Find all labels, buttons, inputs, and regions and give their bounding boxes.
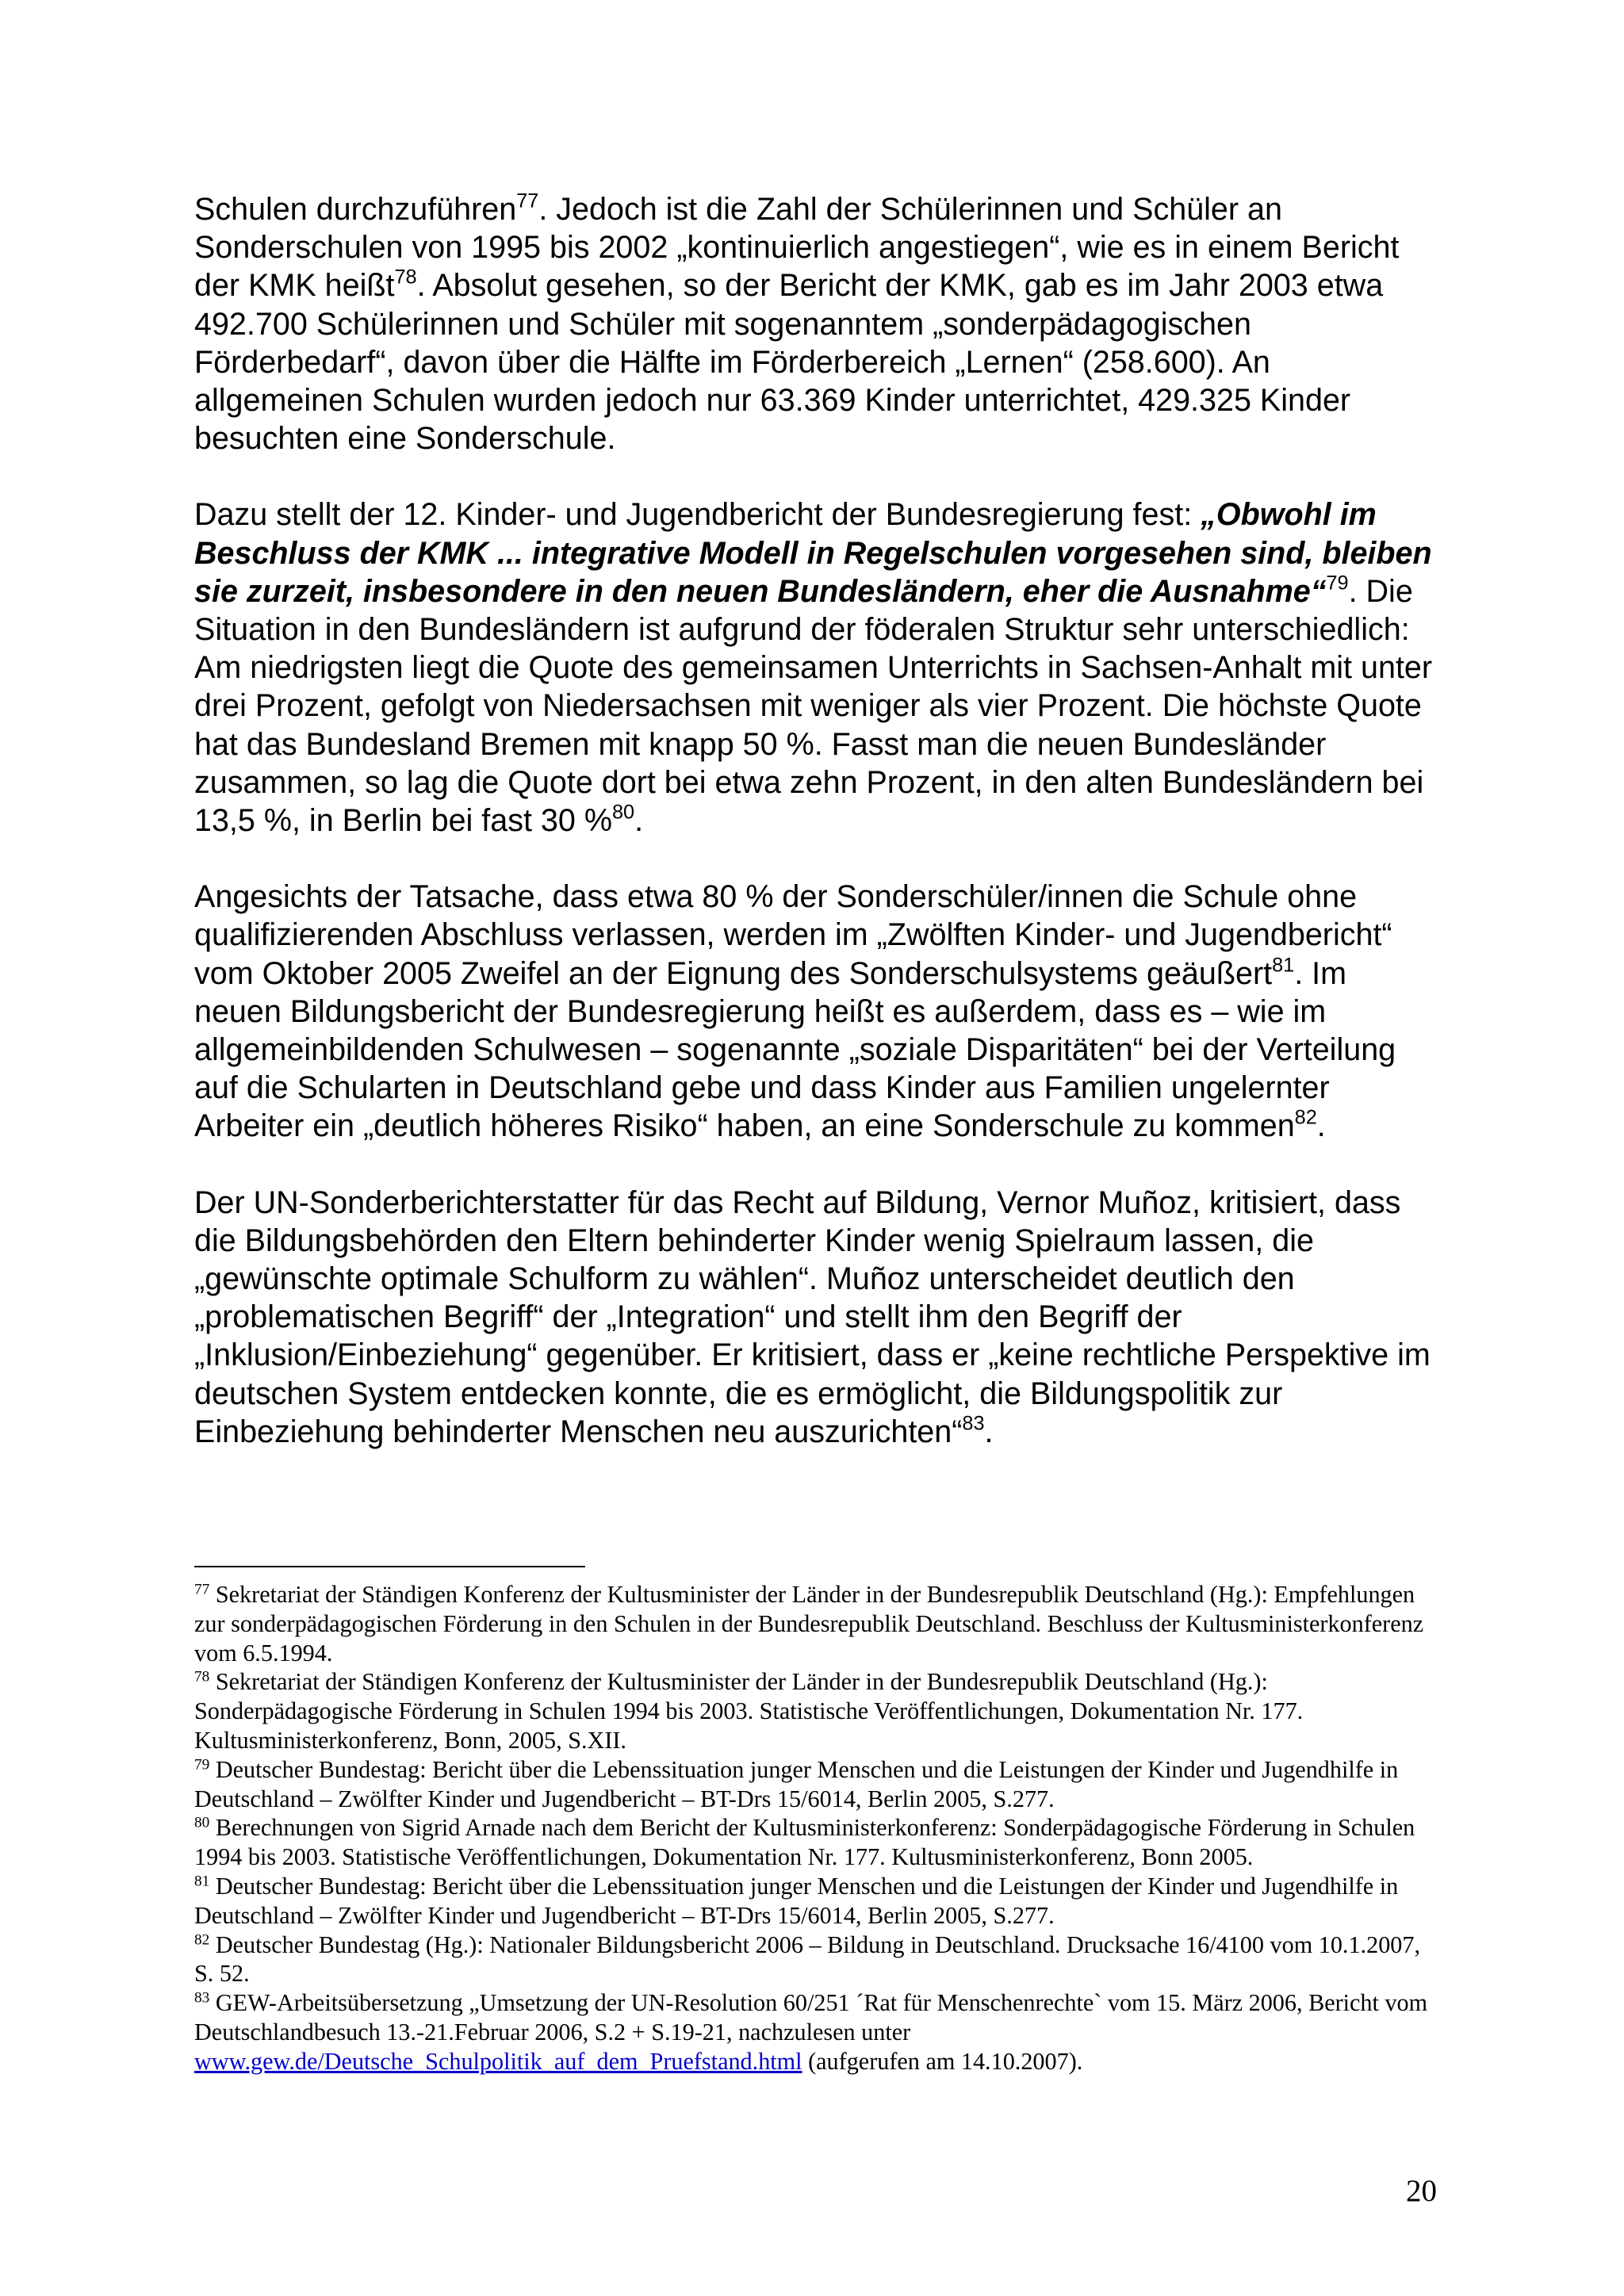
text-run: Angesichts der Tatsache, dass etwa 80 % der Sonderschüler/innen die Schule ohne qualifizierenden Abschluss verlassen, werden im „Zwölften Kinder- und Jugendbericht“ vom Oktober 2005 Zweifel an der Eignung des Sonderschulsystems geäußert: [194, 879, 1392, 991]
footnote-ref-79[interactable]: 79: [1326, 572, 1349, 595]
footnote-number: 82: [194, 1931, 210, 1948]
footnote-text: GEW-Arbeitsübersetzung „Umsetzung der UN-Resolution 60/251 ´Rat für Menschenrechte` vom 15. März 2006, Bericht vom Deutschlandbesuch 13.-21.Februar 2006, S.2 + S.19-21, nachzulesen unter: [194, 1989, 1428, 2045]
footnote-text: (aufgerufen am 14.10.2007).: [802, 2047, 1083, 2075]
footnote-number: 81: [194, 1873, 210, 1890]
footnote-80: [194, 1813, 1439, 1872]
footnote-text: Deutscher Bundestag (Hg.): Nationaler Bildungsbericht 2006 – Bildung in Deutschland. Drucksache 16/4100 vom 10.1.2007, S. 52.: [194, 1931, 1421, 1988]
footnote-77: [194, 1580, 1439, 1667]
gew-link[interactable]: www.gew.de/Deutsche_Schulpolitik_auf_dem_Pruefstand.html: [194, 2047, 802, 2075]
footnote-ref-82[interactable]: 82: [1294, 1106, 1317, 1129]
footnote-ref-77[interactable]: 77: [516, 189, 539, 212]
quote-italic: „Obwohl im Beschluss der KMK ... integrative Modell in Regelschulen vorgesehen sind, bleiben sie zurzeit, insbesondere in den neuen Bundesländern, eher die Ausnahme“: [194, 497, 1432, 609]
footnote-text: Sekretariat der Ständigen Konferenz der Kultusminister der Länder in der Bundesrepublik Deutschland (Hg.): Empfehlungen zur sonderpädagogischen Förderung in den Schulen in der Bundesrepublik Deutschland. Beschluss der Kultusministerkonferenz vom 6.5.1994.: [194, 1581, 1424, 1667]
text-run: . Jedoch ist die Zahl der Schülerinnen und Schüler an Sonderschulen von 1995 bis 2002 „kontinuierlich angestiegen“, wie es in einem Bericht der KMK heißt: [194, 192, 1400, 304]
footnote-text: Sekretariat der Ständigen Konferenz der Kultusminister der Länder in der Bundesrepublik Deutschland (Hg.): Sonderpädagogische Förderung in Schulen 1994 bis 2003. Statistische Veröffentlichungen, Dokumentation Nr. 177. Kultusministerkonferenz, Bonn, 2005, S.XII.: [194, 1668, 1304, 1754]
footnote-separator: [194, 1566, 585, 1567]
text-run: Der UN-Sonderberichterstatter für das Recht auf Bildung, Vernor Muñoz, kritisiert, dass die Bildungsbehörden den Eltern behinderter Kinder wenig Spielraum lassen, die „gewünschte optimale Schulform zu wählen“. Muñoz unterscheidet deutlich den „problematischen Begriff“ der „Integration“ und stellt ihm den Begriff der „Inklusion/Einbeziehung“ gegenüber. Er kritisiert, dass er „keine rechtliche Perspektive im deutschen System entdecken konnte, die es ermöglicht, die Bildungspolitik zur Einbeziehung behinderter Menschen neu auszurichten“: [194, 1184, 1431, 1449]
footnote-ref-78[interactable]: 78: [394, 266, 417, 289]
text-run: .: [1316, 1108, 1326, 1144]
footnote-number: 80: [194, 1814, 210, 1831]
footnote-ref-80[interactable]: 80: [611, 801, 635, 824]
footnote-number: 79: [194, 1756, 210, 1774]
footnote-number: 83: [194, 1989, 210, 2007]
footnote-82: [194, 1931, 1439, 1989]
footnote-ref-81[interactable]: 81: [1272, 953, 1295, 976]
footnote-number: 78: [194, 1668, 210, 1686]
text-run: .: [634, 803, 644, 839]
text-run: . Die Situation in den Bundesländern ist aufgrund der föderalen Struktur sehr unterschiedlich: Am niedrigsten liegt die Quote des gemeinsamen Unterrichts in Sachsen-Anhalt mit unter drei Prozent, gefolgt von Niedersachsen mit weniger als vier Prozent. Die höchste Quote hat das Bundesland Bremen mit knapp 50 %. Fasst man die neuen Bundesländer zusammen, so lag die Quote dort bei etwa zehn Prozent, in den alten Bundesländern bei 13,5 %, in Berlin bei fast 30 %: [194, 573, 1433, 839]
paragraph-4: [194, 1184, 1439, 1451]
footnote-text: Berechnungen von Sigrid Arnade nach dem Bericht der Kultusministerkonferenz: Sonderpädagogische Förderung in Schulen 1994 bis 2003. Statistische Veröffentlichungen, Dokumentation Nr. 177. Kultusministerkonferenz, Bonn 2005.: [194, 1814, 1415, 1871]
text-run: .: [984, 1414, 994, 1449]
footnote-ref-83[interactable]: 83: [962, 1412, 985, 1435]
paragraph-2: [194, 496, 1439, 840]
text-run: . Im neuen Bildungsbericht der Bundesregierung heißt es außerdem, dass es – wie im allgemeinbildenden Schulwesen – sogenannte „soziale Disparitäten“ bei der Verteilung auf die Schularten in Deutschland gebe und dass Kinder aus Familien ungelernter Arbeiter ein „deutlich höheres Risiko“ haben, an eine Sonderschule zu kommen: [194, 955, 1396, 1144]
main-text: [194, 190, 1439, 1489]
footnote-78: [194, 1667, 1439, 1755]
footnote-text: Deutscher Bundestag: Bericht über die Lebenssituation junger Menschen und die Leistungen der Kinder und Jugendhilfe in Deutschland – Zwölfter Kinder und Jugendbericht – BT-Drs 15/6014, Berlin 2005, S.277.: [194, 1872, 1399, 1929]
text-run: Schulen durchzuführen: [194, 192, 517, 227]
footnote-79: [194, 1755, 1439, 1814]
footnote-text: Deutscher Bundestag: Bericht über die Lebenssituation junger Menschen und die Leistungen der Kinder und Jugendhilfe in Deutschland – Zwölfter Kinder und Jugendbericht – BT-Drs 15/6014, Berlin 2005, S.277.: [194, 1755, 1399, 1812]
text-run: . Absolut gesehen, so der Bericht der KMK, gab es im Jahr 2003 etwa 492.700 Schülerinnen und Schüler mit sogenanntem „sonderpädagogischen Förderbedarf“, davon über die Hälfte im Förderbereich „Lernen“ (258.600). An allgemeinen Schulen wurden jedoch nur 63.369 Kinder unterrichtet, 429.325 Kinder besuchten eine Sonderschule.: [194, 268, 1384, 457]
footnotes: [194, 1580, 1439, 2076]
footnote-number: 77: [194, 1581, 210, 1598]
page-number: 20: [1406, 2174, 1437, 2208]
paragraph-3: [194, 878, 1439, 1145]
footnote-81: [194, 1872, 1439, 1931]
footnote-83: [194, 1988, 1439, 2076]
text-run: Dazu stellt der 12. Kinder- und Jugendbericht der Bundesregierung fest:: [194, 497, 1201, 533]
paragraph-1: [194, 190, 1439, 457]
